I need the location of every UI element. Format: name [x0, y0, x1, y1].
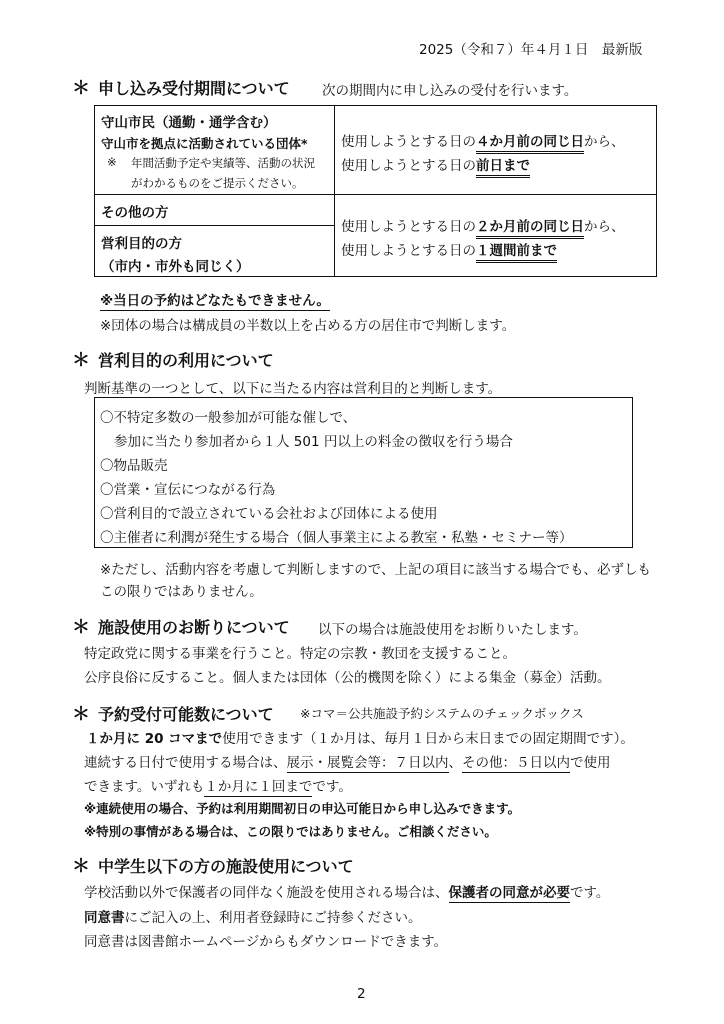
table-cell [341, 154, 530, 174]
body-text: 使用できます（１か月は、毎月１日から末日までの固定期間です）。 [222, 731, 634, 747]
table-text: から、 [584, 134, 625, 150]
criteria-item: 〇営利目的で設立されている会社および団体による使用 [100, 506, 438, 522]
note-mark: ※ [107, 155, 117, 169]
table-text: から、 [584, 219, 625, 235]
body-text: 連続する日付で使用する場合は、 [84, 755, 287, 771]
section-title: 施設使用のお断りについて [98, 618, 290, 637]
note-text: ※特別の事情がある場合は、この限りではありません。ご相談ください。 [84, 824, 497, 839]
note-text: ※団体の場合は構成員の半数以上を占める方の居住市で判断します。 [100, 318, 516, 334]
body-text [84, 881, 609, 901]
body-text: できます。いずれも [84, 779, 205, 795]
underlined-text: その他：５日以内 [462, 755, 570, 771]
note-text: この限りではありません。 [100, 584, 263, 600]
body-text: です。 [570, 885, 610, 901]
table-cell-note: 年間活動予定や実績等、活動の状況 [131, 156, 315, 170]
page-number: 2 [357, 986, 366, 1002]
criteria-item: 〇不特定多数の一般参加が可能な催しで、 [100, 410, 357, 426]
table-column-divider [334, 105, 335, 276]
table-cell: その他の方 [101, 205, 169, 221]
emphasis-text: 保護者の同意が必要 [448, 885, 570, 901]
underlined-text: 展示・展覧会等：７日以内 [286, 755, 449, 771]
table-text: 使用しようとする日の [341, 158, 476, 174]
emphasis-text: １週間前まで [476, 243, 557, 263]
table-text: 使用しようとする日の [341, 219, 476, 235]
bullet-mark: ＊ [72, 78, 90, 99]
criteria-item: 〇営業・宣伝につながる行為 [100, 482, 276, 498]
section-intro: 判断基準の一つとして、以下に当たる内容は営利目的と判断します。 [84, 381, 502, 397]
body-text [86, 727, 634, 747]
body-text: 同意書は図書館ホームページからもダウンロードできます。 [84, 934, 448, 950]
body-text: にご記入の上、利用者登録時にご持参ください。 [124, 910, 422, 926]
section-title: 申し込み受付期間について [98, 79, 290, 98]
table-row-divider [94, 225, 335, 226]
note-text [100, 289, 330, 309]
table-cell: 守山市を拠点に活動されている団体* [101, 136, 308, 151]
section-title: 営利目的の利用について [98, 351, 274, 370]
section-title: 中学生以下の方の施設使用について [98, 857, 354, 876]
body-text [84, 775, 352, 795]
table-cell: （市内・市外も同じく） [101, 259, 250, 275]
body-text [84, 751, 611, 771]
section-title: 予約受付可能数について [98, 705, 274, 724]
bullet-mark: ＊ [72, 856, 90, 877]
emphasis-text: 前日まで [476, 158, 530, 178]
table-cell-note: がわかるものをご提示ください。 [131, 176, 304, 190]
criteria-item: 参加に当たり参加者から１人 501 円以上の料金の徴収を行う場合 [114, 434, 513, 450]
document-date: 2025（令和７）年４月１日 最新版 [419, 42, 643, 58]
bullet-mark: ＊ [72, 704, 90, 725]
note-underlined: ※当日の予約はどなたもできません。 [100, 293, 330, 309]
body-text: 特定政党に関する事業を行うこと。特定の宗教・教団を支援すること。 [84, 646, 516, 662]
table-cell: 営利目的の方 [101, 236, 182, 252]
body-text: で使用 [570, 755, 611, 771]
table-row-divider [94, 194, 656, 195]
table-cell [341, 239, 557, 259]
underlined-text: １か月に１回まで [204, 779, 313, 795]
criteria-item: 〇物品販売 [100, 458, 168, 474]
body-text: 学校活動以外で保護者の同伴なく施設を使用される場合は、 [84, 885, 449, 901]
note-text: ※ただし、活動内容を考慮して判断しますので、上記の項目に該当する場合でも、必ずしも [100, 562, 652, 578]
emphasis-text: 同意書 [84, 910, 125, 926]
bullet-mark: ＊ [72, 350, 90, 371]
criteria-item: 〇主催者に利潤が発生する場合（個人事業主による教室・私塾・セミナー等） [100, 530, 573, 546]
note-text: ※連続使用の場合、予約は利用期間初日の申込可能日から申し込みできます。 [84, 801, 521, 816]
body-text: 公序良俗に反すること。個人または団体（公的機関を除く）による集金（募金）活動。 [84, 670, 611, 686]
emphasis-text: ２か月前の同じ日 [476, 219, 584, 239]
section-subtitle: 以下の場合は施設使用をお断りいたします。 [318, 622, 587, 638]
body-text [84, 906, 422, 926]
section-subtitle: ※コマ＝公共施設予約システムのチェックボックス [300, 706, 584, 721]
body-text: 、 [448, 755, 462, 771]
table-text: 使用しようとする日の [341, 134, 476, 150]
table-cell [341, 130, 625, 150]
table-cell [341, 215, 625, 235]
emphasis-text: １か月に 20 コマまで [86, 731, 223, 747]
section-subtitle: 次の期間内に申し込みの受付を行います。 [322, 83, 578, 99]
bullet-mark: ＊ [72, 617, 90, 638]
table-text: 使用しようとする日の [341, 243, 476, 259]
body-text: です。 [312, 779, 352, 795]
emphasis-text: ４か月前の同じ日 [476, 134, 584, 154]
table-cell: 守山市民（通勤・通学含む） [101, 115, 277, 131]
